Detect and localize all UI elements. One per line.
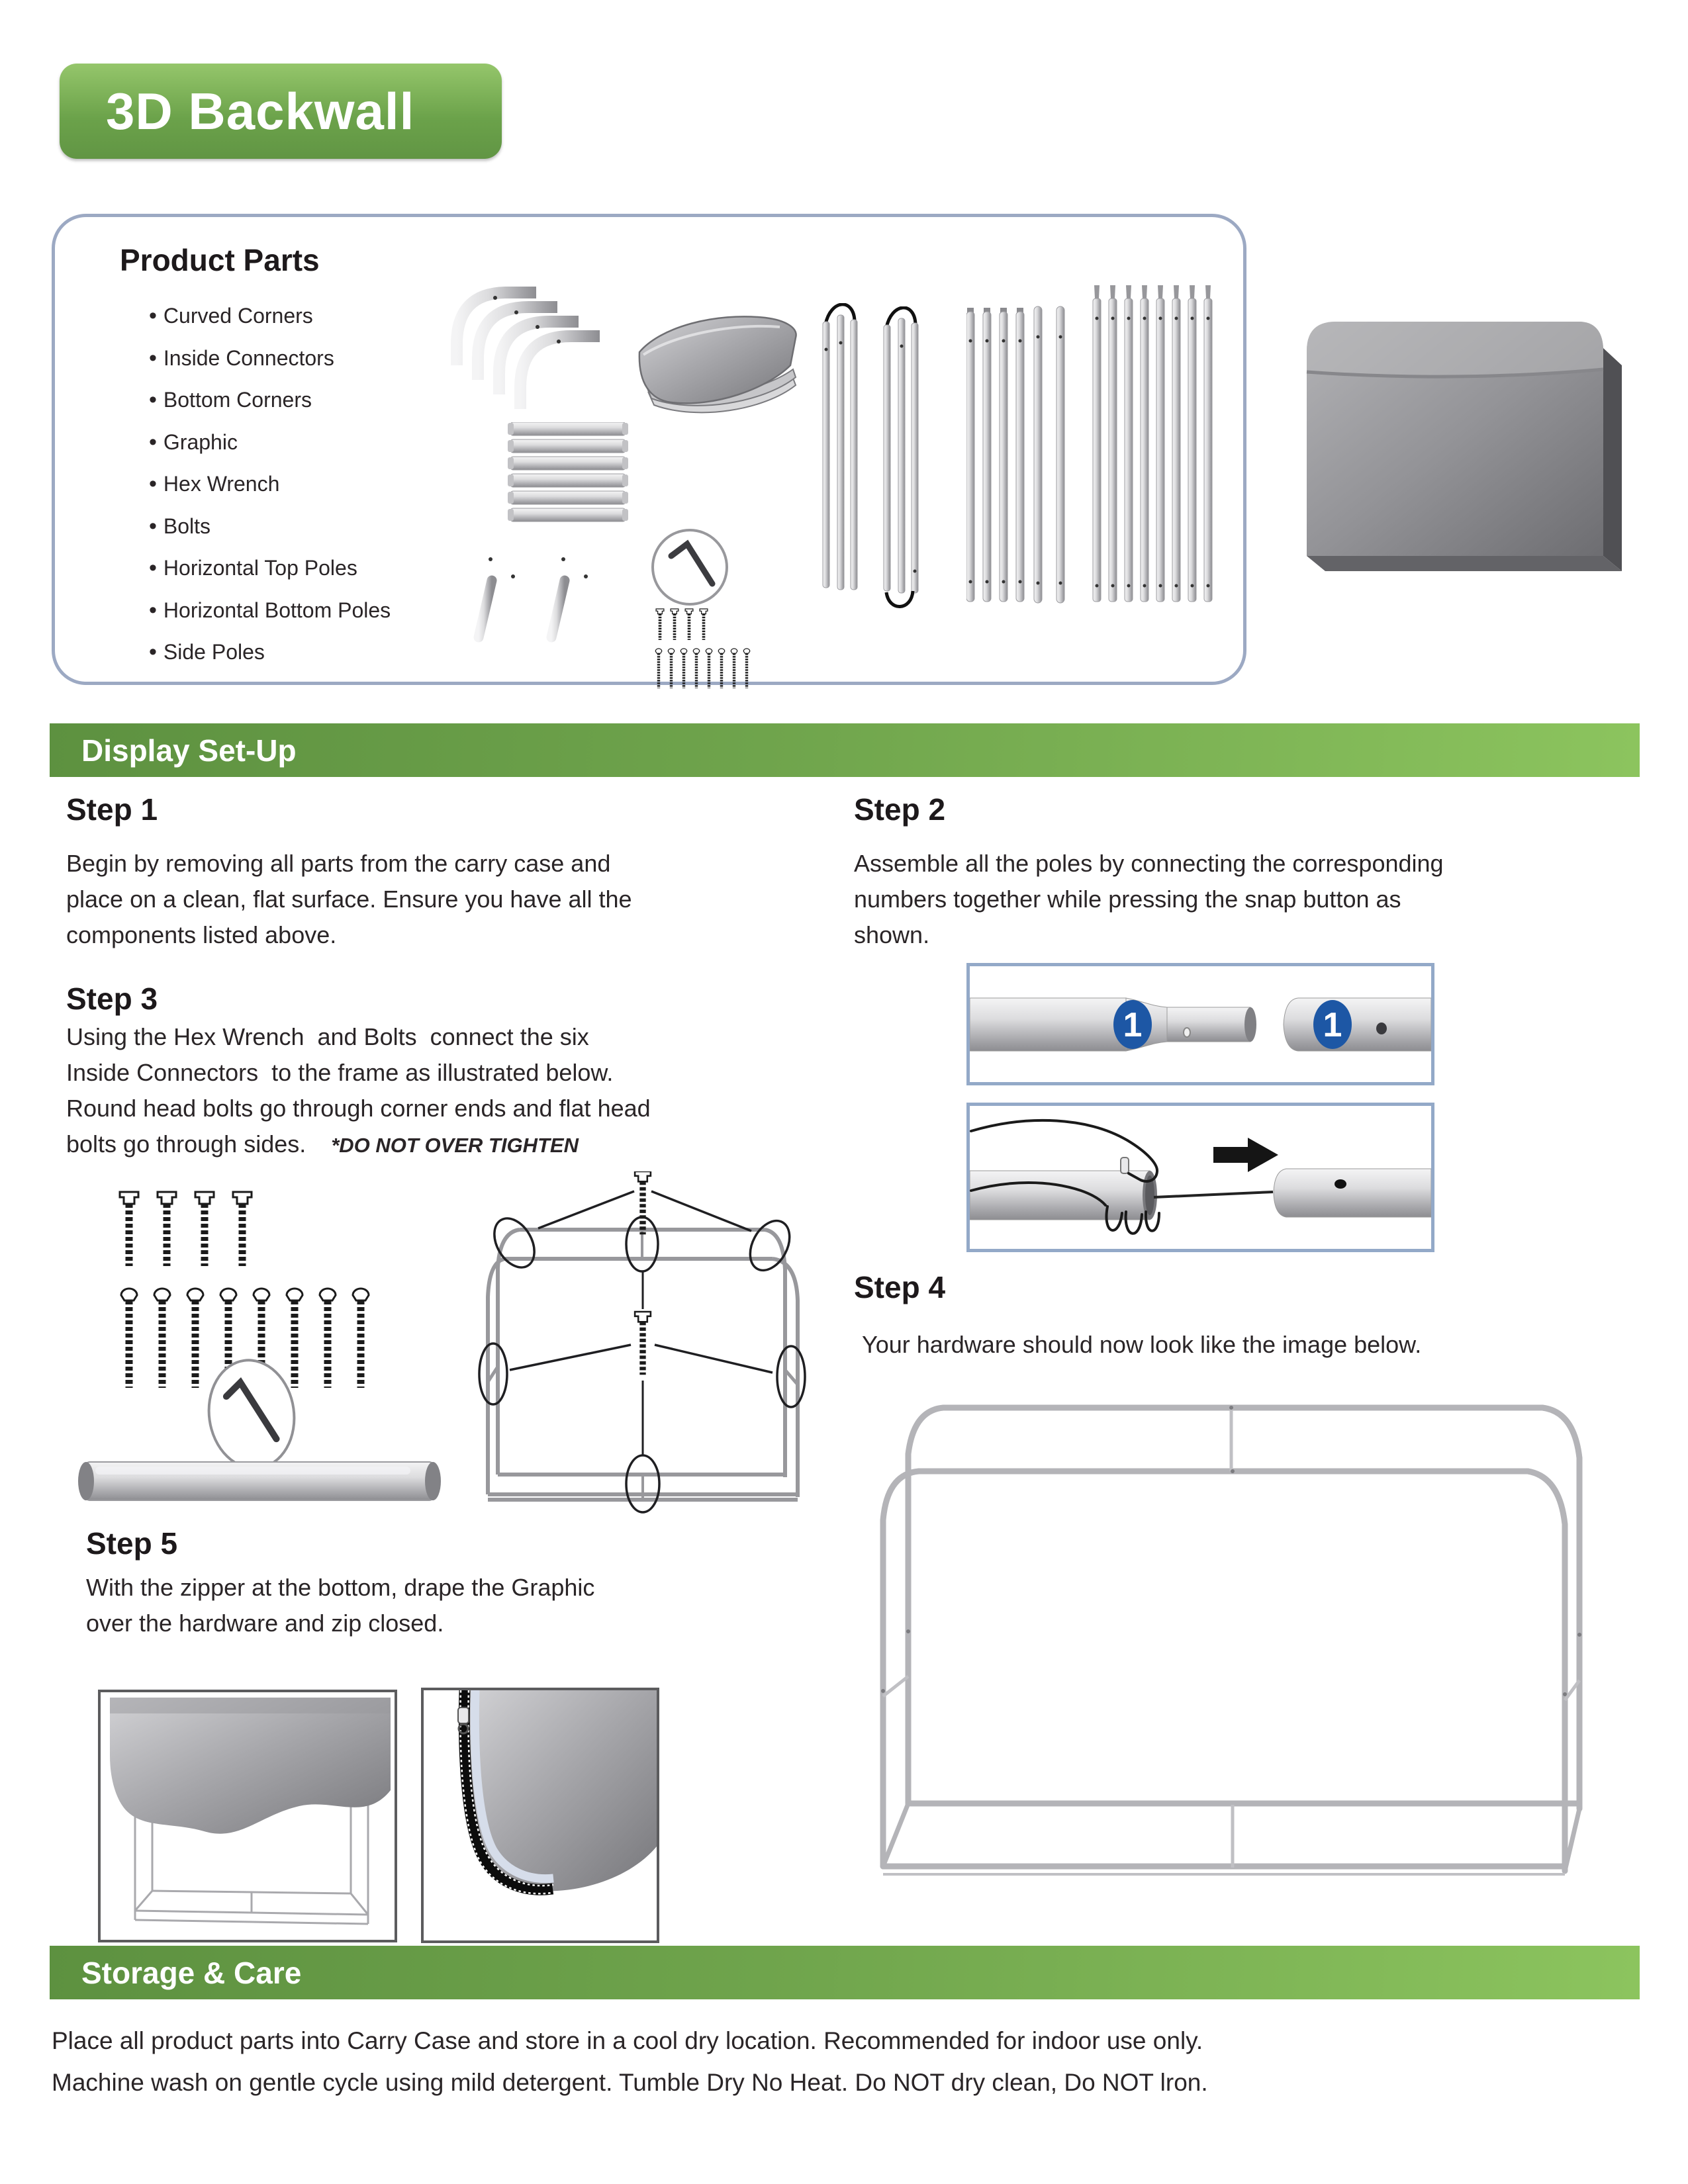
storage-care-text	[52, 2020, 1640, 2103]
pole-number-label: 1	[1123, 1006, 1143, 1044]
product-parts-item: • Graphic	[149, 422, 391, 464]
step3-line-text: bolts go through sides.	[66, 1130, 306, 1158]
step5-line: over the hardware and zip closed.	[86, 1610, 444, 1637]
storage-care-line: Place all product parts into Carry Case and store in a cool dry location. Recommended for indoor use only.	[52, 2027, 1203, 2054]
storage-care-banner	[50, 1946, 1640, 1999]
step4-heading: Step 4	[854, 1270, 946, 1304]
step5-heading: Step 5	[86, 1526, 178, 1561]
product-parts-item: • Hex Wrench	[149, 463, 391, 506]
step5-line: With the zipper at the bottom, drape the Graphic	[86, 1574, 595, 1601]
storage-care-title: Storage & Care	[81, 1955, 302, 1990]
product-title-banner	[60, 64, 502, 159]
draped-graphic-figure	[98, 1690, 397, 1942]
step3-line: Inside Connectors to the frame as illustrated below.	[66, 1059, 614, 1086]
step3-line: Round head bolts go through corner ends and flat head	[66, 1095, 651, 1122]
product-parts-list	[149, 295, 391, 674]
snap-button-figure	[966, 1103, 1434, 1252]
step1-line: Begin by removing all parts from the carry case and	[66, 850, 611, 877]
product-parts-item: • Horizontal Top Poles	[149, 547, 391, 590]
zipper-illustration	[424, 1690, 657, 1940]
product-parts-item: • Bolts	[149, 506, 391, 548]
step3-heading: Step 3	[66, 981, 158, 1016]
step2-line: Assemble all the poles by connecting the corresponding	[854, 850, 1444, 877]
arrow-right-icon	[1213, 1138, 1278, 1172]
step1-heading: Step 1	[66, 792, 158, 827]
product-parts-item: • Side Poles	[149, 631, 391, 674]
storage-care-line: Machine wash on gentle cycle using mild detergent. Tumble Dry No Heat. Do NOT dry clean, Do NOT lron.	[52, 2069, 1208, 2096]
step3-text	[66, 1019, 834, 1163]
product-parts-panel	[52, 214, 1246, 685]
pole-group-six-illustration	[966, 300, 1067, 611]
step5-text	[86, 1570, 761, 1641]
step2-heading: Step 2	[854, 792, 946, 827]
step3-frame-diagram	[473, 1171, 818, 1519]
step1-line: components listed above.	[66, 921, 337, 948]
bolts-illustration	[651, 608, 757, 694]
product-parts-item: • Horizontal Bottom Poles	[149, 590, 391, 632]
hex-wrench-detail	[202, 1355, 301, 1474]
step2-line: numbers together while pressing the snap button as	[854, 886, 1401, 913]
carry-case-illustration	[1296, 310, 1630, 571]
horizontal-pole-stack-illustration	[508, 422, 628, 528]
pole-connection-figure	[966, 963, 1434, 1085]
display-setup-title: Display Set-Up	[81, 733, 297, 768]
step3-line	[66, 1126, 834, 1163]
folded-pole-bundle-illustration	[878, 306, 926, 610]
zipper-detail-figure	[421, 1688, 659, 1943]
draped-graphic-illustration	[101, 1692, 395, 1940]
step3-line: Using the Hex Wrench and Bolts connect the six	[66, 1023, 589, 1050]
step2-text	[854, 846, 1648, 953]
snap-button	[1121, 1158, 1129, 1173]
display-setup-banner	[50, 723, 1640, 777]
numbered-poles-illustration	[970, 966, 1431, 1082]
product-title: 3D Backwall	[106, 81, 415, 140]
step1-line: place on a clean, flat surface. Ensure you have all the	[66, 886, 632, 913]
product-parts-item: • Curved Corners	[149, 295, 391, 338]
pole-group-eight-illustration	[1092, 280, 1223, 611]
pole-number-label: 1	[1323, 1006, 1342, 1044]
product-parts-item: • Bottom Corners	[149, 379, 391, 422]
hex-wrench-illustration	[649, 523, 731, 612]
step4-text	[862, 1327, 1656, 1363]
step3-warning: *DO NOT OVER TIGHTEN	[331, 1134, 579, 1157]
bottom-corners-illustration	[467, 538, 612, 674]
curved-corners-illustration	[449, 278, 604, 414]
assembled-frame-illustration	[861, 1380, 1618, 1903]
step2-line: shown.	[854, 921, 930, 948]
inside-connector-tube	[78, 1462, 441, 1500]
folded-graphic-illustration	[634, 308, 803, 428]
step1-text	[66, 846, 808, 953]
product-parts-item: • Inside Connectors	[149, 338, 391, 380]
step3-hardware-illustration	[66, 1175, 450, 1529]
snap-button-press-illustration	[970, 1106, 1431, 1249]
step4-line: Your hardware should now look like the image below.	[862, 1331, 1422, 1358]
product-parts-heading: Product Parts	[120, 243, 320, 277]
folded-pole-bundle-illustration	[818, 303, 865, 606]
